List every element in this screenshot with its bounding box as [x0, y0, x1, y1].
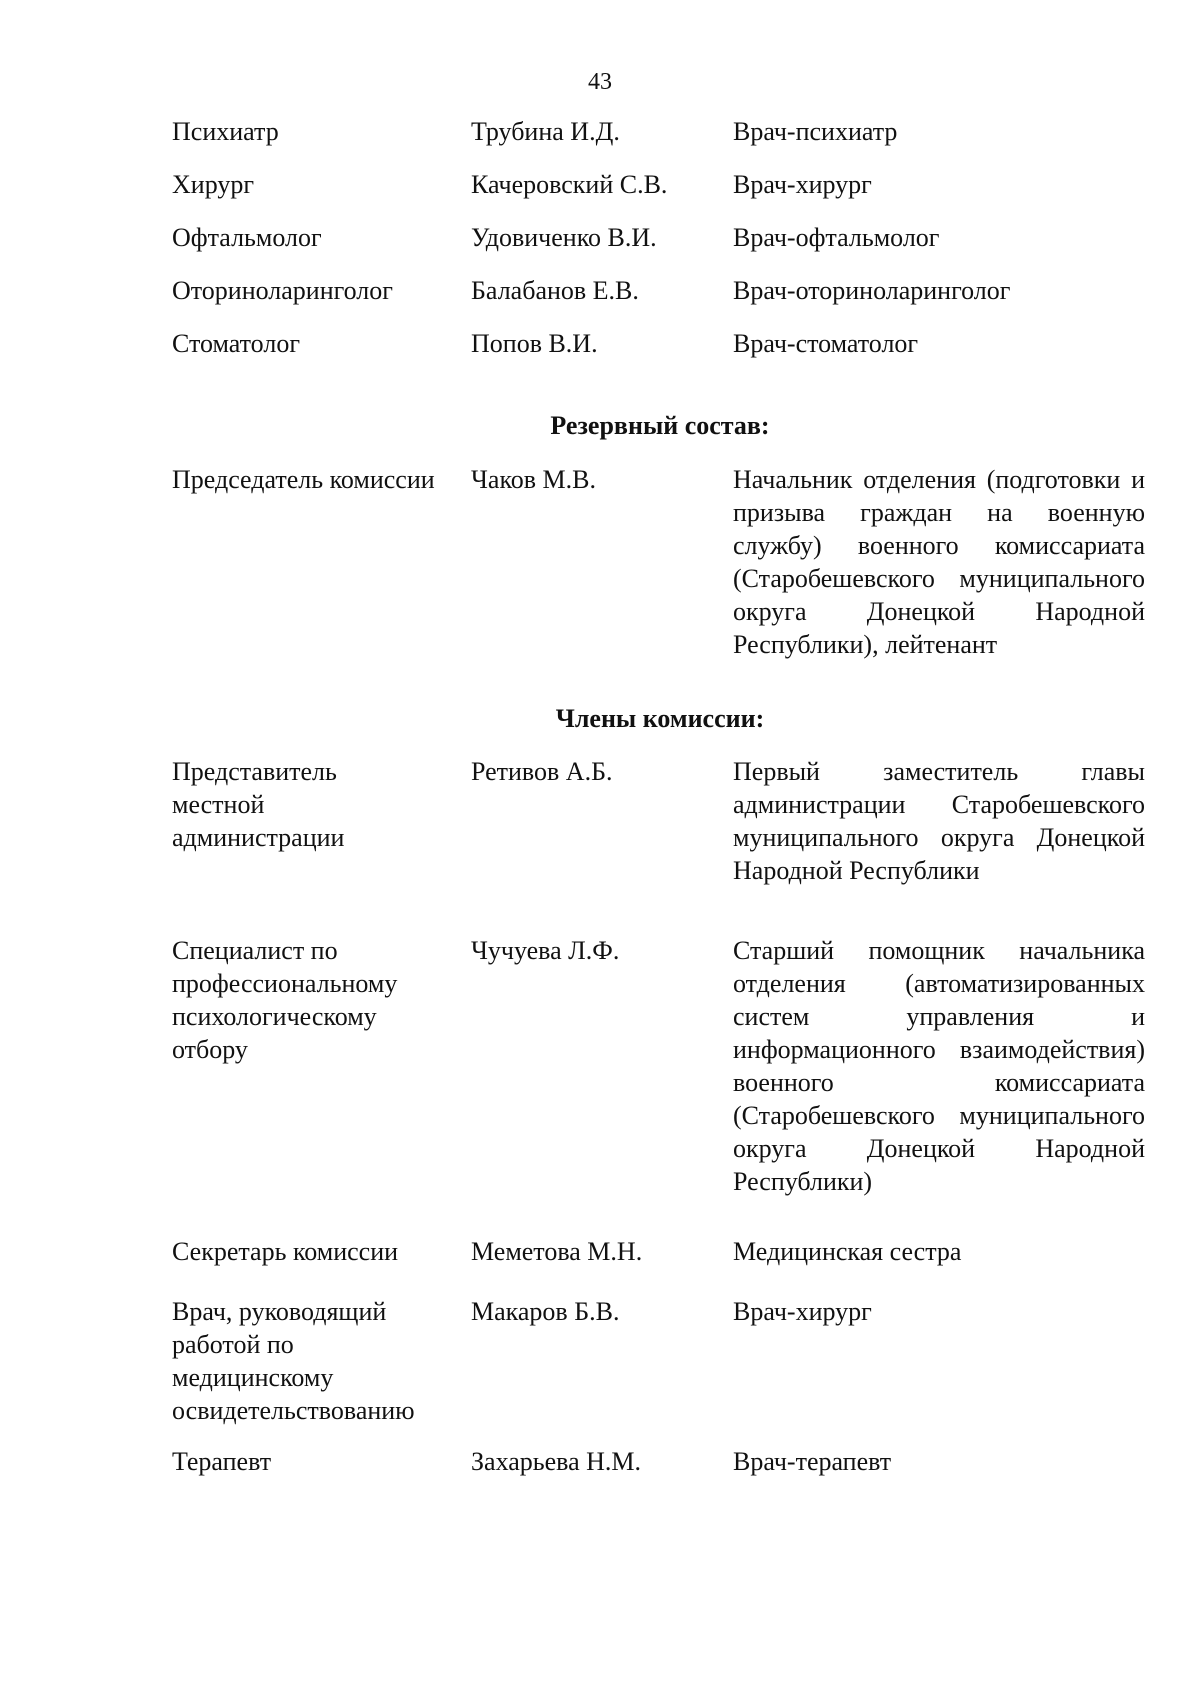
position-cell: Врач-психиатр: [733, 117, 898, 146]
position-cell: Врач-хирург: [733, 170, 872, 199]
role-cell: Представитель местной администрации: [172, 757, 345, 852]
name-cell: Удовиченко В.И.: [471, 223, 657, 252]
role-cell: Оториноларинголог: [172, 276, 393, 305]
name-cell: Захарьева Н.М.: [471, 1447, 642, 1476]
name-cell: Макаров Б.В.: [471, 1297, 620, 1326]
position-cell: Врач-хирург: [733, 1297, 872, 1326]
name-cell: Чаков М.В.: [471, 465, 596, 494]
role-cell: Офтальмолог: [172, 223, 322, 252]
role-cell: Специалист по профессиональному психологическому отбору: [172, 936, 398, 1064]
name-cell: Ретивов А.Б.: [471, 757, 613, 786]
position-cell: Начальник отделения (подготовки и призыва граждан на военную службу) военного комиссариата (Старобешевского муниципального округа Донецкой Народной Республики), лейтенант: [733, 465, 1145, 659]
name-cell: Трубина И.Д.: [471, 117, 620, 146]
position-cell: Врач-офтальмолог: [733, 223, 940, 252]
page-number: 43: [588, 69, 612, 95]
position-cell: Старший помощник начальника отделения (автоматизированных систем управления и информационного взаимодействия) военного комиссариата (Старобешевского муниципального округа Донецкой Народной Республики): [733, 936, 1145, 1196]
reserve-heading: [0, 409, 1200, 442]
name-cell: Чучуева Л.Ф.: [471, 936, 620, 965]
reserve-heading-text: Резервный состав:: [550, 411, 770, 440]
role-cell: Терапевт: [172, 1447, 272, 1476]
role-cell: Хирург: [172, 170, 255, 199]
name-cell: Меметова М.Н.: [471, 1237, 643, 1266]
role-cell: Стоматолог: [172, 329, 300, 358]
role-cell: Секретарь комиссии: [172, 1237, 399, 1266]
name-cell: Качеровский С.В.: [471, 170, 668, 199]
position-cell: Врач-терапевт: [733, 1447, 892, 1476]
position-cell: Первый заместитель главы администрации Старобешевского муниципального округа Донецкой Народной Республики: [733, 757, 1145, 885]
name-cell: Попов В.И.: [471, 329, 598, 358]
members-heading-text: Члены комиссии:: [555, 704, 765, 733]
position-cell: Врач-оториноларинголог: [733, 276, 1011, 305]
role-cell: Председатель комиссии: [172, 465, 435, 494]
position-cell: Врач-стоматолог: [733, 329, 919, 358]
name-cell: Балабанов Е.В.: [471, 276, 639, 305]
role-cell: Психиатр: [172, 117, 279, 146]
position-cell: Медицинская сестра: [733, 1237, 962, 1266]
members-heading: [0, 702, 1200, 735]
role-cell: Врач, руководящий работой по медицинскому освидетельствованию: [172, 1297, 415, 1425]
